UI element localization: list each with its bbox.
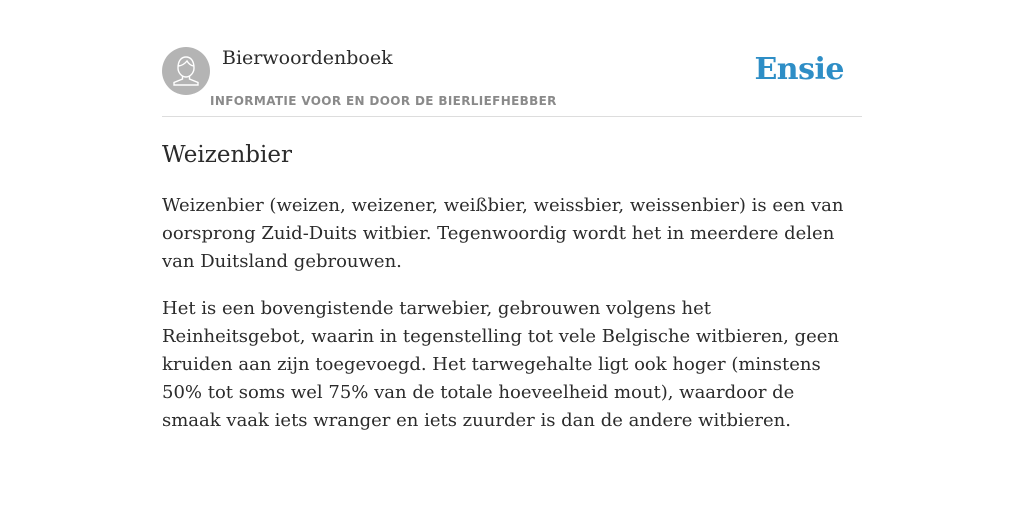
article-body — [162, 192, 852, 454]
brand-logo[interactable]: Ensie — [754, 52, 844, 87]
article-paragraph: Het is een bovengistende tarwebier, gebrouwen volgens het Reinheitsgebot, waarin in tegenstelling tot vele Belgische witbieren, geen kruiden aan zijn toegevoegd. Het tarwegehalte ligt ook hoger (minstens 50% tot soms wel 75% van de totale hoeveelheid mout), waardoor de smaak vaak iets wranger en iets zuurder is dan de andere witbieren. — [162, 298, 839, 431]
author-description: INFORMATIE VOOR EN DOOR DE BIERLIEFHEBBER — [210, 94, 557, 108]
author-name[interactable]: Bierwoordenboek — [222, 47, 393, 69]
article-paragraph: Weizenbier (weizen, weizener, weißbier, weissbier, weissenbier) is een van oorsprong Zuid-Duits witbier. Tegenwoordig wordt het in meerdere delen van Duitsland gebrouwen. — [162, 195, 844, 272]
page-title: Weizenbier — [162, 142, 292, 168]
header — [162, 46, 862, 117]
user-avatar-icon — [162, 47, 210, 95]
author-avatar[interactable] — [162, 47, 210, 95]
